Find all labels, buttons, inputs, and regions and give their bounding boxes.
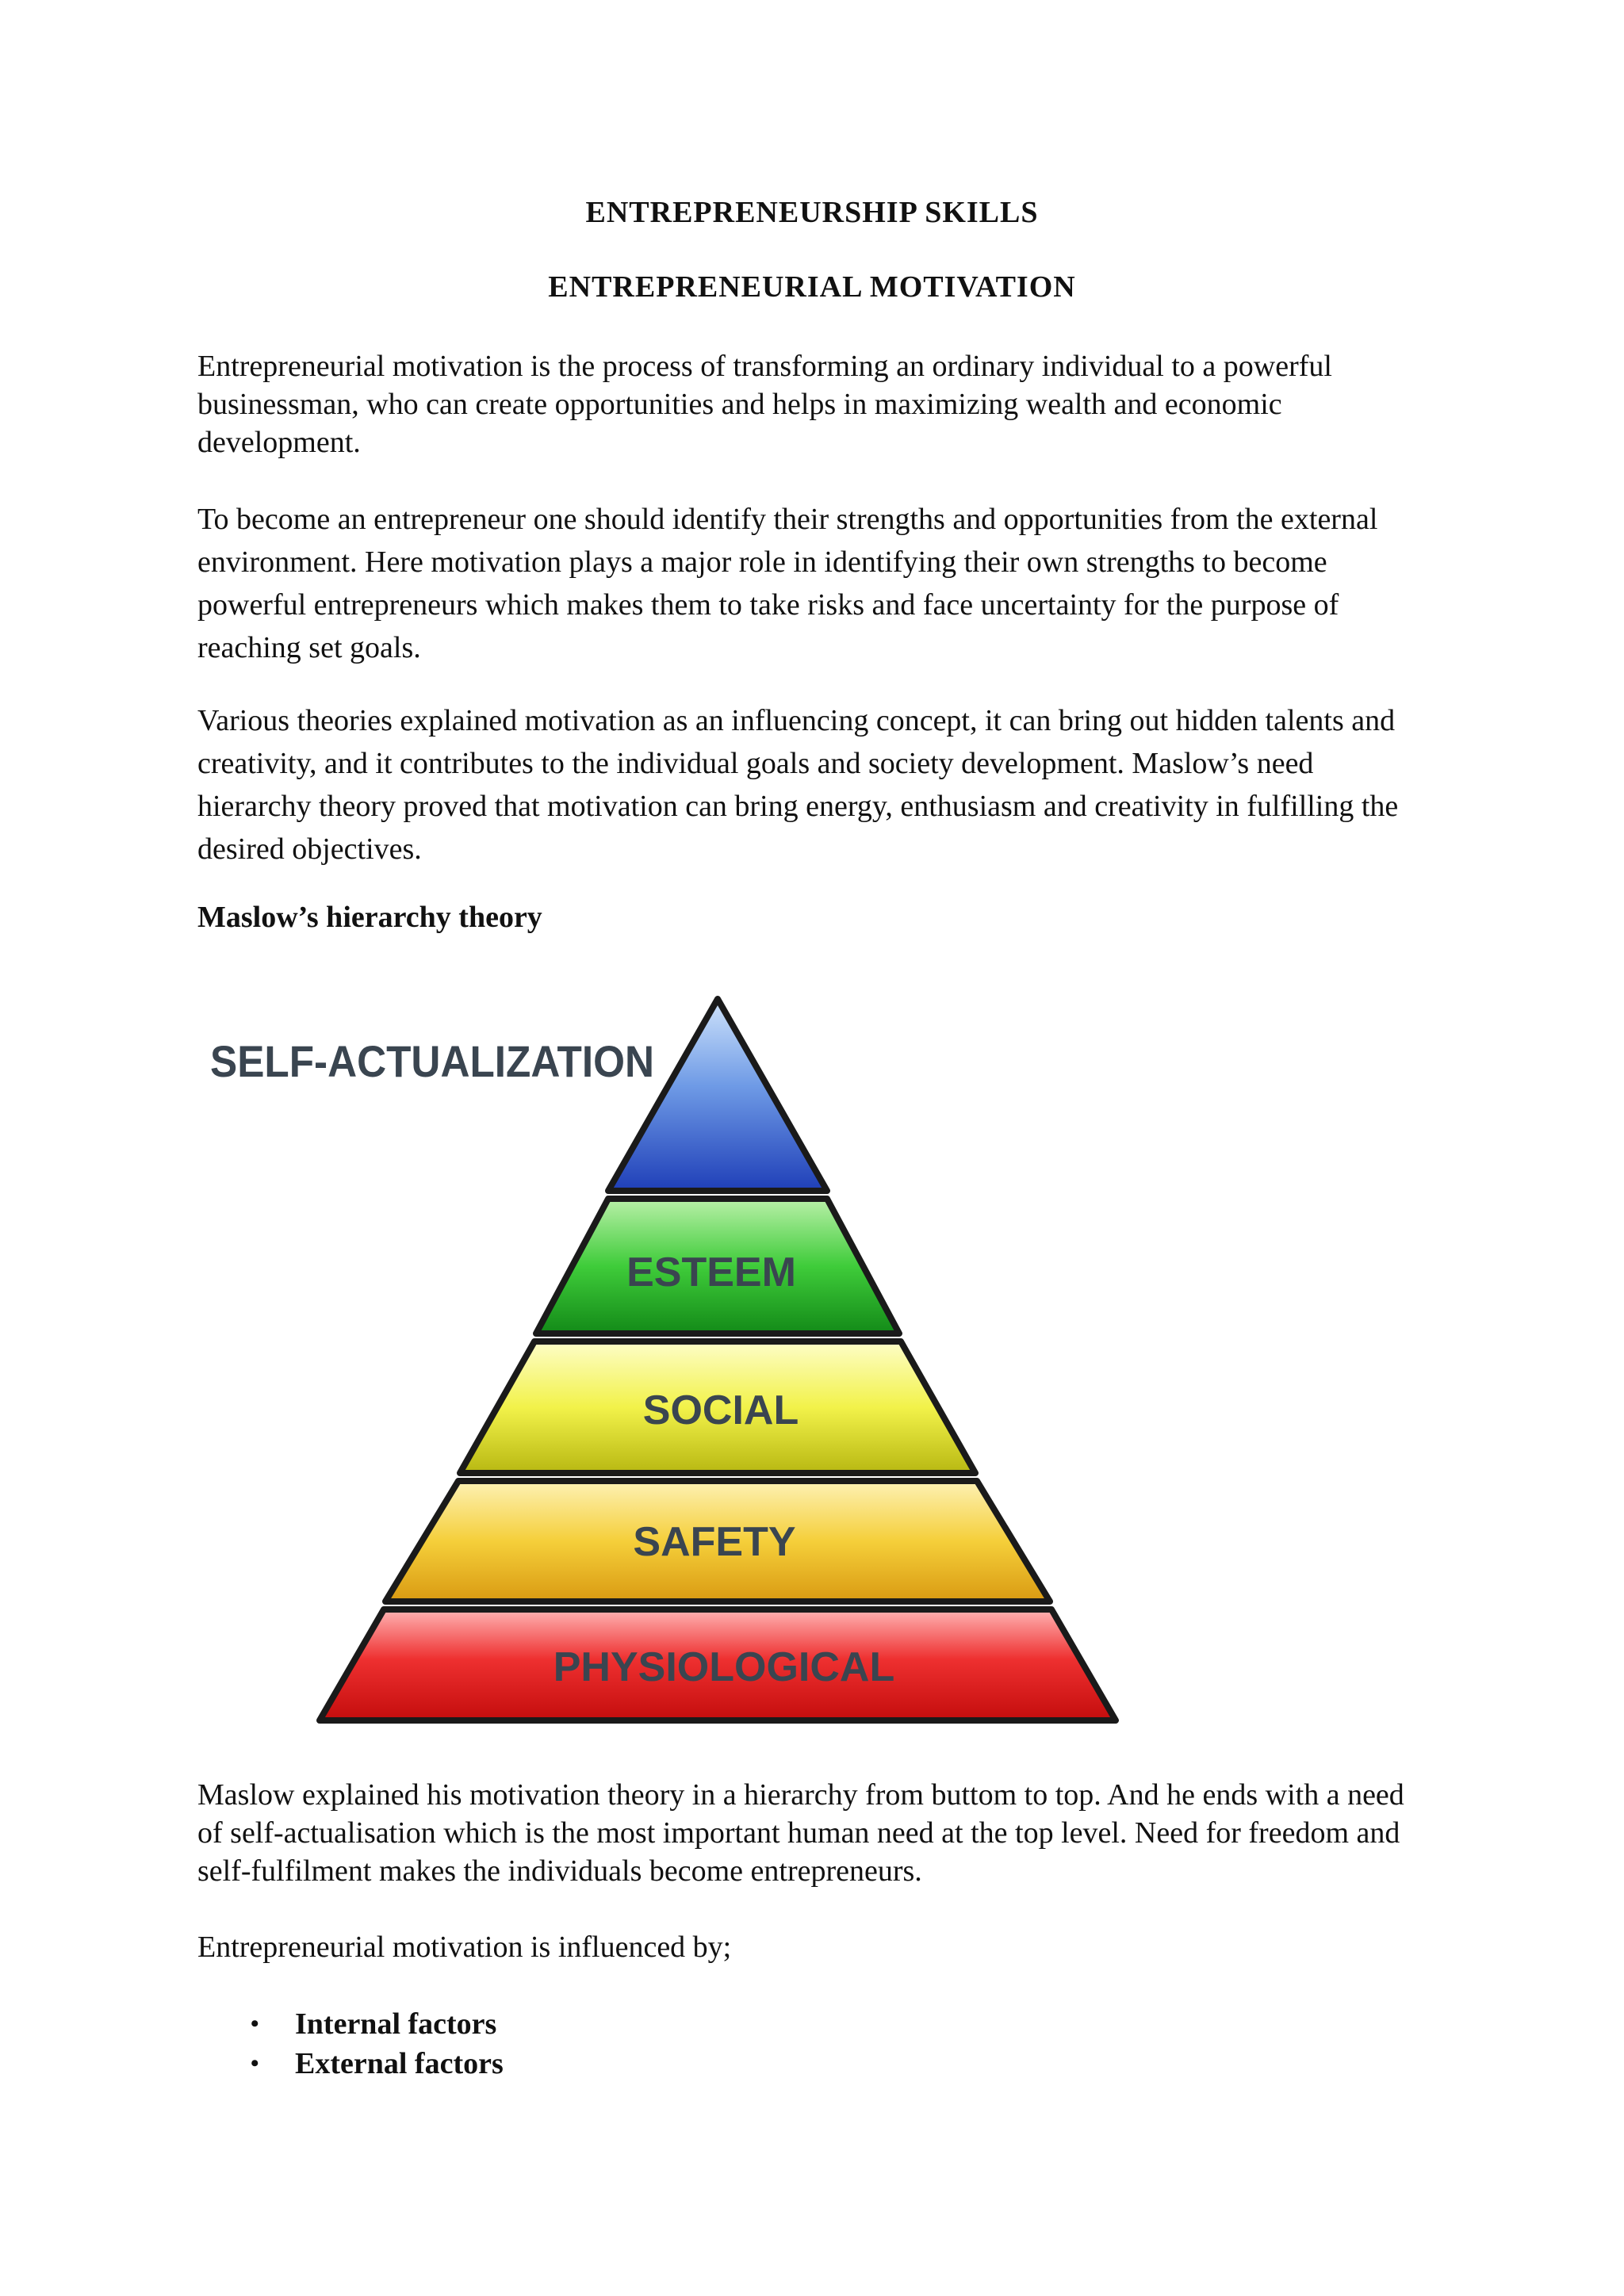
pyramid-level-self-actualization [608,999,827,1191]
pyramid-label-esteem: ESTEEM [626,1249,796,1295]
document-title: ENTREPRENEURSHIP SKILLS [585,196,1039,229]
list-item-label: Internal factors [295,2007,497,2041]
pyramid-label-physiological: PHYSIOLOGICAL [553,1644,895,1690]
pyramid-label-social: SOCIAL [642,1387,799,1433]
pyramid-label-safety: SAFETY [633,1519,796,1565]
paragraph-strengths: To become an entrepreneur one should identify their strengths and opportunities from the external environment. Here motivation plays a major role in identifying their own strengths to become powerful entrepreneurs which makes them to take risks and face uncertainty for the purpose of reaching set goals. [197,503,1378,664]
pyramid-label-self-actualization: SELF-ACTUALIZATION [210,1036,654,1086]
bullet-icon: • [251,2011,259,2037]
bullet-icon: • [251,2050,259,2076]
list-item-label: External factors [295,2047,504,2080]
document-subtitle: ENTREPRENEURIAL MOTIVATION [548,270,1076,304]
paragraph-maslow-explanation: Maslow explained his motivation theory in a hierarchy from buttom to top. And he ends with a need of self-actualisation which is the most important human need at the top level. Need for freedom and self-fulfilment makes the individuals become entrepreneurs. [197,1778,1404,1888]
list-item-external-factors [238,2044,504,2084]
paragraph-influence-intro: Entrepreneurial motivation is influenced by; [197,1931,732,1964]
maslow-pyramid-figure [197,983,1141,1728]
list-item-internal-factors [238,2004,504,2044]
paragraph-theories: Various theories explained motivation as an influencing concept, it can bring out hidden talents and creativity, and it contributes to the individual goals and society development. Maslow’s need hierarchy theory proved that motivation can bring energy, enthusiasm and creativity in fulfilling the desired objectives. [197,704,1399,866]
factor-list [238,2004,504,2084]
paragraph-definition: Entrepreneurial motivation is the process of transforming an ordinary individual to a powerful businessman, who can create opportunities and helps in maximizing wealth and economic development. [197,350,1332,459]
section-heading-maslow: Maslow’s hierarchy theory [197,901,542,934]
